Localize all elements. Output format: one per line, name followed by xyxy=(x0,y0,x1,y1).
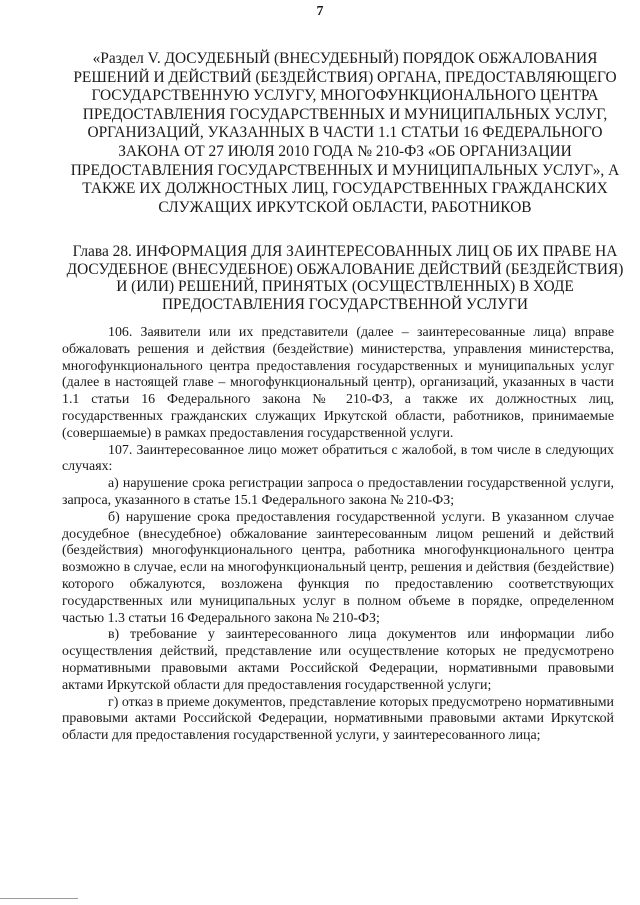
chapter-heading: Глава 28. ИНФОРМАЦИЯ ДЛЯ ЗАИНТЕРЕСОВАННЫХ ЛИЦ ОБ ИХ ПРАВЕ НА ДОСУДЕБНОЕ (ВНЕСУДЕБНОЕ) ОБЖАЛОВАНИЕ ДЕЙСТВИЙ (БЕЗДЕЙСТВИЯ) И (ИЛИ) РЕШЕНИЙ, ПРИНЯТЫХ (ОСУЩЕСТВЛЕННЫХ) В ХОДЕ ПРЕДОСТАВЛЕНИЯ ГОСУДАРСТВЕННОЙ УСЛУГИ xyxy=(66,243,624,313)
clause-g: г) отказ в приеме документов, представление которых предусмотрено нормативными правовыми актами Российской Федерации, нормативными правовыми актами Иркутской области для предоставления государственной услуги, у заинтересованного лица; xyxy=(62,694,614,744)
page-number: 7 xyxy=(316,4,324,19)
clause-b: б) нарушение срока предоставления государственной услуги. В указанном случае досудебное (внесудебное) обжалование заинтересованным лицом решений и действий (бездействия) многофункционального центра, работника многофункционального центра возможно в случае, если на многофункциональный центр, решения и действия (бездействие) которого обжалуются, возложена функция по предоставлению соответствующих государственных или муниципальных услуг в полном объеме в порядке, определенном частью 1.3 статьи 16 Федерального закона № 210-ФЗ; xyxy=(62,509,614,626)
clause-a: а) нарушение срока регистрации запроса о предоставлении государственной услуги, запроса, указанного в статье 15.1 Федерального закона № 210-ФЗ; xyxy=(62,476,614,508)
paragraph-106: 106. Заявители или их представители (далее – заинтересованные лица) вправе обжаловать решения и действия (бездействие) министерства, управления министерства, многофункционального центра предоставления государственных и муниципальных услуг (далее в настоящей главе – многофункциональный центр), организаций, указанных в части 1.1 статьи 16 Федерального закона № 210-ФЗ, а также их должностных лиц, государственных гражданских служащих Иркутской области, работников, принимаемые (совершаемые) в рамках предоставления государственной услуги. xyxy=(62,325,614,441)
footnote-separator-line xyxy=(0,898,78,899)
section-heading: «Раздел V. ДОСУДЕБНЫЙ (ВНЕСУДЕБНЫЙ) ПОРЯДОК ОБЖАЛОВАНИЯ РЕШЕНИЙ И ДЕЙСТВИЙ (БЕЗДЕЙСТВИЯ) ОРГАНА, ПРЕДОСТАВЛЯЮЩЕГО ГОСУДАРСТВЕННУЮ УСЛУГУ, МНОГОФУНКЦИОНАЛЬНОГО ЦЕНТРА ПРЕДОСТАВЛЕНИЯ ГОСУДАРСТВЕННЫХ И МУНИЦИПАЛЬНЫХ УСЛУГ, ОРГАНИЗАЦИЙ, УКАЗАННЫХ В ЧАСТИ 1.1 СТАТЬИ 16 ФЕДЕРАЛЬНОГО ЗАКОНА ОТ 27 ИЮЛЯ 2010 ГОДА № 210-ФЗ «ОБ ОРГАНИЗАЦИИ ПРЕДОСТАВЛЕНИЯ ГОСУДАРСТВЕННЫХ И МУНИЦИПАЛЬНЫХ УСЛУГ», А ТАКЖЕ ИХ ДОЛЖНОСТНЫХ ЛИЦ, ГОСУДАРСТВЕННЫХ ГРАЖДАНСКИХ СЛУЖАЩИХ ИРКУТСКОЙ ОБЛАСТИ, РАБОТНИКОВ xyxy=(70,50,620,216)
clause-v: в) требование у заинтересованного лица документов или информации либо осуществления действий, представление или осуществление которых не предусмотрено нормативными правовыми актами Российской Федерации, нормативными правовыми актами Иркутской области для предоставления государственной услуги; xyxy=(62,627,614,693)
paragraph-107: 107. Заинтересованное лицо может обратиться с жалобой, в том числе в следующих случаях: xyxy=(62,442,614,475)
body-text xyxy=(62,325,614,745)
